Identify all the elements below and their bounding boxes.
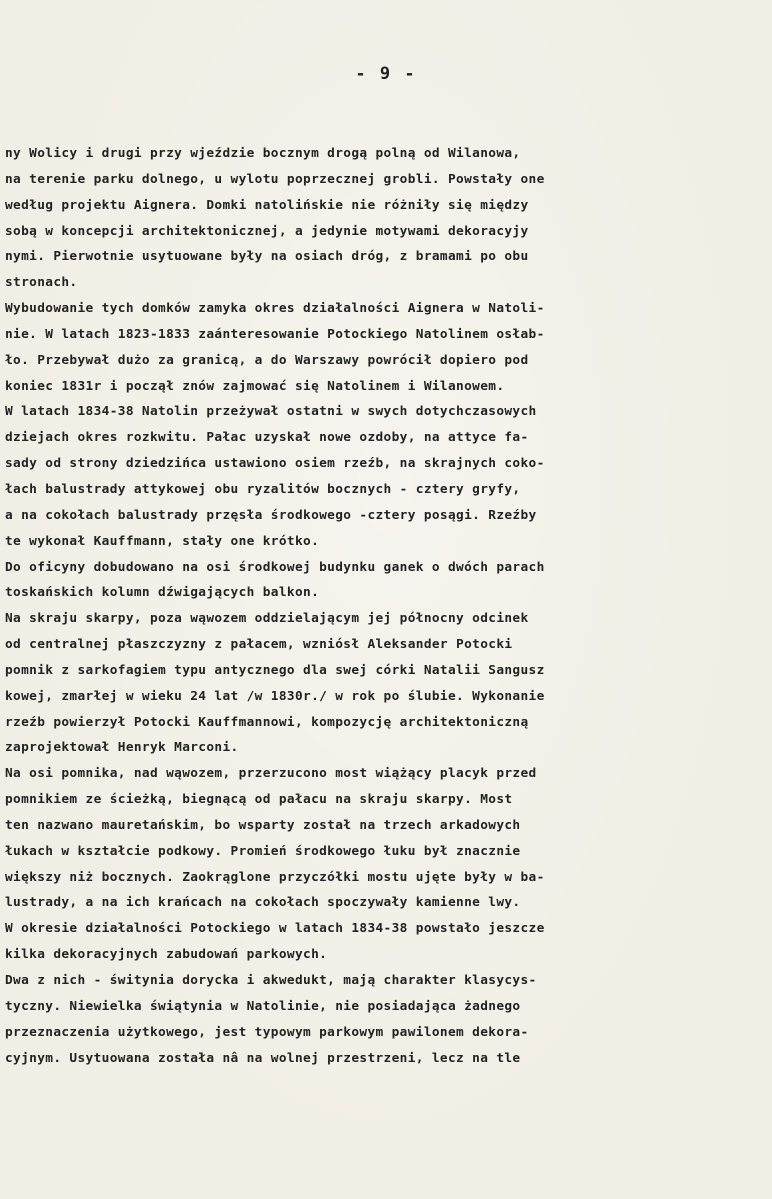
text-line: łach balustrady attykowej obu ryzalitów bocznych - cztery gryfy,	[5, 481, 521, 497]
text-line: nymi. Pierwotnie usytuowane były na osiach dróg, z bramami po obu	[5, 249, 529, 265]
text-line: W latach 1834-38 Natolin przeżywał ostatni w swych dotychczasowych	[5, 404, 537, 420]
text-line: nie. W latach 1823-1833 zaánteresowanie Potockiego Natolinem osłab-	[5, 326, 545, 342]
text-line: tyczny. Niewielka świątynia w Natolinie, nie posiadająca żadnego	[5, 998, 521, 1014]
text-line: kowej, zmarłej w wieku 24 lat /w 1830r./ w rok po ślubie. Wykonanie	[5, 688, 545, 704]
text-line: stronach.	[5, 275, 78, 291]
page-number: - 9 -	[355, 64, 417, 84]
text-line: od centralnej płaszczyzny z pałacem, wzniósł Aleksander Potocki	[5, 637, 513, 653]
text-line: ten nazwano mauretańskim, bo wsparty został na trzech arkadowych	[5, 817, 521, 833]
text-line: dziejach okres rozkwitu. Pałac uzyskał nowe ozdoby, na attyce fa-	[5, 430, 529, 446]
text-line: ło. Przebywał dużo za granicą, a do Warszawy powrócił dopiero pod	[5, 352, 529, 368]
text-line: sobą w koncepcji architektonicznej, a jedynie motywami dekoracyjy	[5, 223, 529, 239]
text-line: lustrady, a na ich krańcach na cokołach spoczywały kamienne lwy.	[5, 895, 521, 911]
text-line: cyjnym. Usytuowana została nâ na wolnej przestrzeni, lecz na tle	[5, 1050, 521, 1066]
text-line: Do oficyny dobudowano na osi środkowej budynku ganek o dwóch parach	[5, 559, 545, 575]
text-line: koniec 1831r i począł znów zajmować się Natolinem i Wilanowem.	[5, 378, 505, 394]
text-line: Na osi pomnika, nad wąwozem, przerzucono most wiążący placyk przed	[5, 766, 537, 782]
text-line: W okresie działalności Potockiego w latach 1834-38 powstało jeszcze	[5, 921, 545, 937]
text-line: rzeźb powierzył Potocki Kauffmannowi, kompozycję architektoniczną	[5, 714, 529, 730]
text-line: toskańskich kolumn dźwigających balkon.	[5, 585, 320, 601]
text-line: a na cokołach balustrady przęsła środkowego -cztery posągi. Rzeźby	[5, 507, 537, 523]
text-line: sady od strony dziedzińca ustawiono osiem rzeźb, na skrajnych coko-	[5, 456, 545, 472]
text-line: pomnik z sarkofagiem typu antycznego dla swej córki Natalii Sangusz	[5, 662, 545, 678]
text-line: większy niż bocznych. Zaokrąglone przyczółki mostu ujęte były w ba-	[5, 869, 545, 885]
text-line: według projektu Aignera. Domki natolińskie nie różniły się między	[5, 197, 529, 213]
text-line: zaprojektował Henryk Marconi.	[5, 740, 239, 756]
text-line: na terenie parku dolnego, u wylotu poprzecznej grobli. Powstały one	[5, 171, 545, 187]
text-line: kilka dekoracyjnych zabudowań parkowych.	[5, 947, 328, 963]
text-line: Wybudowanie tych domków zamyka okres działalności Aignera w Natoli-	[5, 301, 545, 317]
text-line: ny Wolicy i drugi przy wjeździe bocznym drogą polną od Wilanowa,	[5, 146, 521, 161]
text-line: pomnikiem ze ścieżką, biegnącą od pałacu na skraju skarpy. Most	[5, 792, 513, 808]
body-text	[0, 141, 765, 1071]
text-line: Dwa z nich - świtynia dorycka i akwedukt, mają charakter klasycys-	[5, 973, 537, 988]
text-line: te wykonał Kauffmann, stały one krótko.	[5, 533, 320, 549]
text-line: Na skraju skarpy, poza wąwozem oddzielającym jej północny odcinek	[5, 611, 529, 627]
text-line: przeznaczenia użytkowego, jest typowym parkowym pawilonem dekora-	[5, 1024, 529, 1040]
text-line: łukach w kształcie podkowy. Promień środkowego łuku był znacznie	[5, 843, 521, 859]
